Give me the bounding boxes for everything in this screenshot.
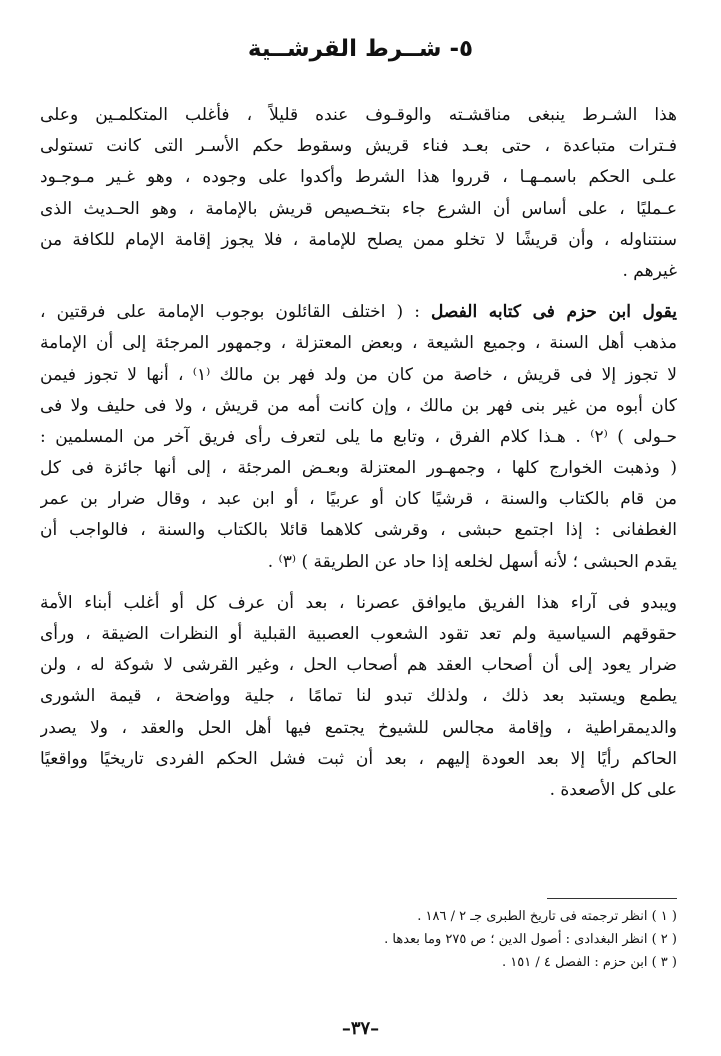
text-line: عـمليًا ، على أساس أن الشرع جاء بتخـصيص قريش بالإمامة ، وهو الحـديث الذى: [40, 198, 677, 219]
paragraph-1: [40, 100, 677, 287]
text-line: سنتناوله ، وأن قريشًا لا تخلو ممن يصلح للإمامة ، فلا يجوز إقامة الإمام للكافة من: [40, 229, 677, 250]
text-line: على كل الأصعدة .: [549, 779, 677, 800]
text-line: الغطفانى : إذا اجتمع حبشى ، وقرشى كلاهما قائلا بالكتاب والسنة ، فالواجب أن: [40, 520, 677, 541]
text-line: [40, 297, 677, 328]
text-line: غيرهم .: [622, 260, 677, 281]
body-text: [40, 100, 677, 806]
text-line: والديمقراطية ، وإقامة مجالس للشيوخ يجتمع فيها أهل الحل والعقد ، ولا يصدر: [40, 717, 677, 738]
text-line: لا تجوز إلا فى قريش ، خاصة من كان من ولد فهر بن مالك ⁽١⁾ ، أنها لا تجوز فيمن: [40, 364, 677, 385]
text-line: من قام بالكتاب والسنة ، قرشيًا كان أو عربيًا ، أو ابن عبد ، وقال ضرار بن عمر: [40, 489, 677, 510]
text-line: الحاكم رأيًا إلا بعد العودة إليهم ، بعد أن ثبت فشل الحكم الفردى تاريخيًا وواقعيًا: [40, 748, 677, 769]
text-line: حـولى ) ⁽٢⁾ . هـذا كلام الفرق ، وتابع ما يلى لتعرف رأى فريق آخر من المسلمين :: [40, 426, 677, 447]
text-line: كان أبوه من غير بنى فهر بن مالك ، وإن كانت أمه من قريش ، ولا فى حليف ولا فى: [40, 395, 677, 416]
footnote-divider: [547, 898, 677, 899]
text-line: ( وذهبت الخوارج كلها ، وجمهـور المعتزلة وبعـض المرجئة ، إلى أنها جائزة فى كل: [40, 458, 677, 479]
text-line: يطمع ويستبد بعد ذلك ، ولذلك تبدو لنا تمامًا ، جلية وواضحة ، قيمة الشورى: [40, 686, 677, 707]
paragraph-2: [40, 297, 677, 578]
section-heading: ٥- شــرط القرشــية: [247, 36, 474, 62]
text-line: علـى الحكم باسمـهـا ، قرروا هذا الشرط وأكدوا على وجوده ، وهو غـير مـوجـود: [40, 167, 677, 188]
text-line: مذهب أهل السنة ، وجميع الشيعة ، وبعض المعتزلة ، وجمهور المرجئة إلى أن الإمامة: [40, 333, 677, 354]
text-line: ويبدو فى آراء هذا الفريق مايوافق عصرنا ، بعد أن عرف كل أو أغلب أبناء الأمة: [40, 592, 677, 613]
footnotes: [40, 905, 677, 974]
page-number: –٣٧–: [341, 1018, 380, 1039]
text-span: : ( اختلف القائلون بوجوب الإمامة على فرقتين ،: [40, 302, 432, 323]
text-line: ضرار يعود إلى أن أصحاب العقد هم أصحاب الحل ، وغير القرشى لا شوكة له ، ولن: [40, 655, 677, 676]
text-line: حقوقهم السياسية ولم تعد تقود الشعوب العصبية القبلية أو النظرات الضيقة ، ورأى: [40, 624, 677, 644]
text-line: يقدم الحبشى ؛ لأنه أسهل لخلعه إذا حاد عن الطريقة ) ⁽٣⁾ .: [267, 551, 677, 572]
footnote-1: ( ١ ) انظر ترجمته فى تاريخ الطبرى جـ ٢ / ١٨٦ .: [417, 909, 677, 924]
footnote-3: ( ٣ ) ابن حزم : الفصل ٤ / ١٥١ .: [502, 955, 677, 970]
text-line: فـترات متباعدة ، حتى بعـد فناء قريش وسقوط حكم الأسـر التى كانت تستولى: [40, 136, 677, 157]
text-line: هذا الشـرط ينبغى مناقشـته والوقـوف عنده قليلاً ، فأغلب المتكلمـين وعلى: [40, 105, 677, 125]
paragraph-3: [40, 588, 677, 806]
footnote-2: ( ٢ ) انظر البغدادى : أصول الدين ؛ ص ٢٧٥ وما بعدها .: [384, 932, 677, 947]
paragraph-lead: يقول ابن حزم فى كتابه الفصل: [431, 302, 677, 323]
